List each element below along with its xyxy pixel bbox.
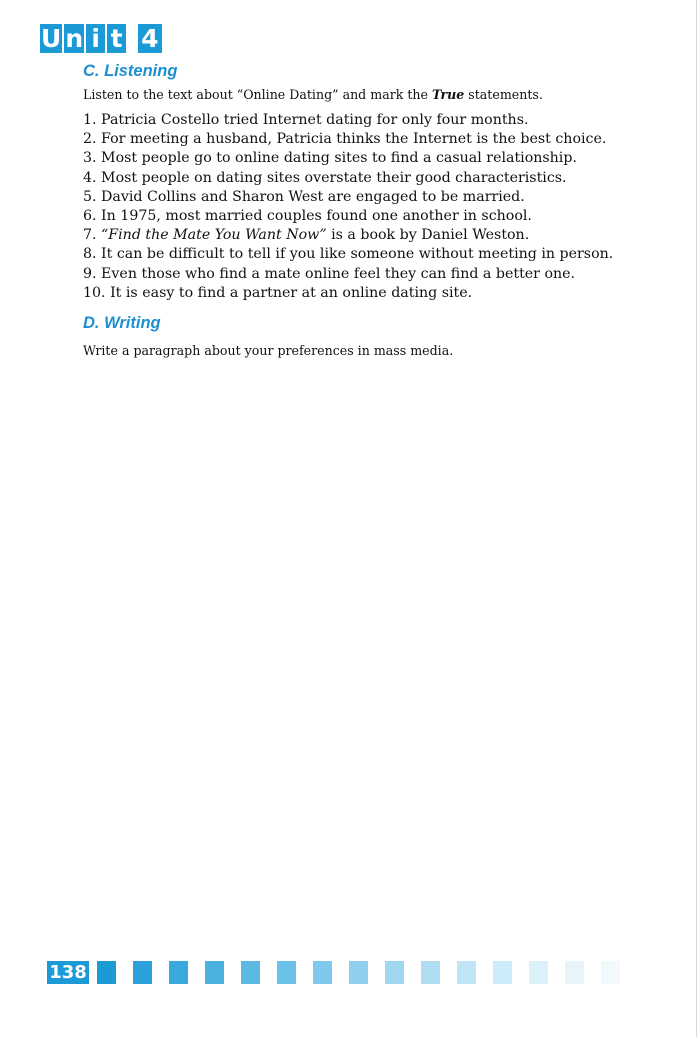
footer-square <box>457 961 476 984</box>
unit-letter: n <box>65 24 84 53</box>
footer-square <box>169 961 188 984</box>
footer-square <box>529 961 548 984</box>
statement-item: 10. It is easy to find a partner at an online dating site. <box>83 284 473 301</box>
unit-label <box>40 24 126 53</box>
listening-heading: C. Listening <box>83 62 178 80</box>
statement-item: 1. Patricia Costello tried Internet dating for only four months. <box>83 112 529 128</box>
unit-number: 4 <box>138 24 161 53</box>
statement-item: 4. Most people on dating sites overstate their good characteristics. <box>83 169 567 186</box>
footer-square <box>277 961 296 984</box>
statement-item: 9. Even those who find a mate online feel they can find a better one. <box>83 265 576 282</box>
unit-letter: t <box>107 24 126 53</box>
statement-item: 8. It can be difficult to tell if you like someone without meeting in person. <box>83 246 614 263</box>
statement-list <box>83 111 613 303</box>
footer-square <box>493 961 512 984</box>
footer-square <box>385 961 404 984</box>
unit-letter: i <box>86 24 105 53</box>
footer-square <box>565 961 584 984</box>
footer-square <box>133 961 152 984</box>
listening-instruction <box>83 87 543 102</box>
statement-item: 6. In 1975, most married couples found one another in school. <box>83 208 532 225</box>
footer-square <box>205 961 224 984</box>
writing-heading: D. Writing <box>83 314 161 332</box>
statement-item: 3. Most people go to online dating sites to find a casual relationship. <box>83 150 577 167</box>
footer-square <box>313 961 332 984</box>
unit-letter: U <box>41 24 62 53</box>
footer-decoration <box>97 961 620 984</box>
statement-text: is a book by Daniel Weston. <box>326 227 530 244</box>
statement-item: 2. For meeting a husband, Patricia thinks the Internet is the best choice. <box>83 131 607 148</box>
instruction-text: statements. <box>464 87 543 102</box>
page-edge-line <box>696 0 697 1037</box>
footer-square <box>241 961 260 984</box>
instruction-text: Listen to the text about “Online Dating” and mark the <box>83 87 432 102</box>
instruction-emphasis: True <box>432 87 465 102</box>
footer-square <box>349 961 368 984</box>
footer-square <box>601 961 620 984</box>
statement-item <box>83 226 613 245</box>
footer-square <box>97 961 116 984</box>
writing-instruction: Write a paragraph about your preferences in mass media. <box>83 343 454 358</box>
page-number: 138 <box>47 961 89 984</box>
footer-square <box>421 961 440 984</box>
statement-item: 5. David Collins and Sharon West are engaged to be married. <box>83 188 525 205</box>
statement-number: 7. <box>83 227 102 244</box>
unit-badge <box>40 24 162 53</box>
book-title: “Find the Mate You Want Now” <box>101 227 327 244</box>
